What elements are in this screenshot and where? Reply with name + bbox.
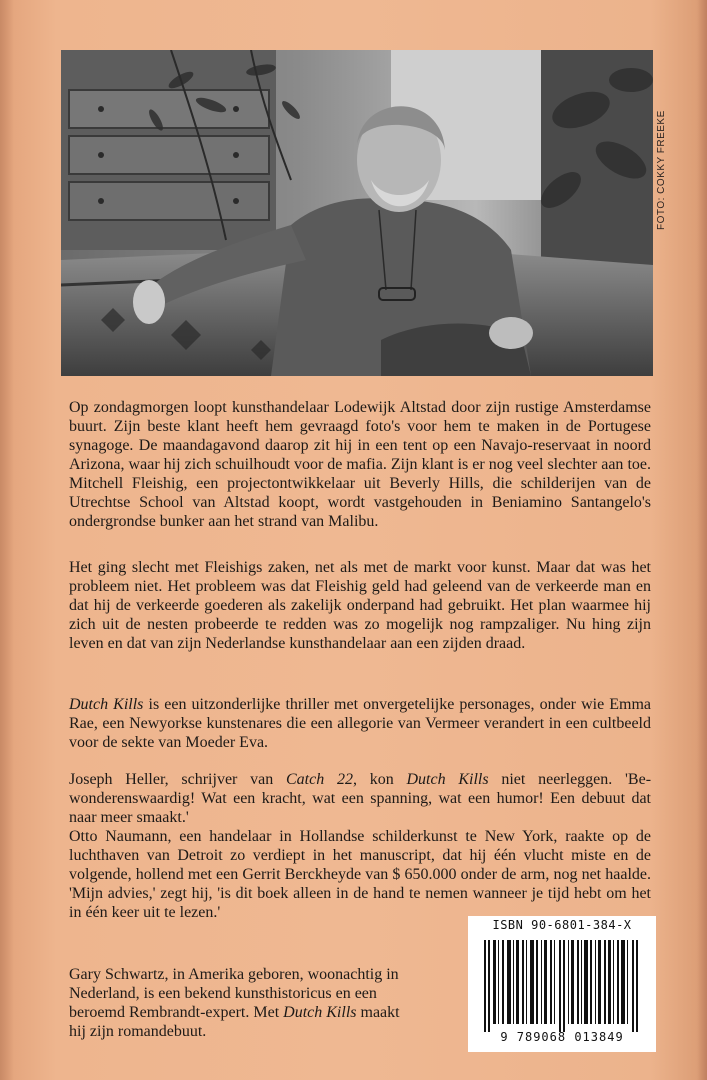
author-bio	[69, 965, 409, 1041]
barcode-bars	[480, 940, 644, 1032]
isbn-label: ISBN 90-6801-384-X	[492, 918, 632, 932]
catch22-title: Catch 22	[286, 771, 353, 788]
author-photo	[61, 50, 653, 376]
author-bio-text-b: maakt hij zijn romandebuut.	[69, 1004, 400, 1040]
heller-text-b: , kon	[352, 771, 407, 788]
heller-text-c: niet neerleggen. 'Bewonderenswaardig! Wat een kracht, wat een spanning, wat een humor! Een debuut dat naar meer smaakt.'	[69, 771, 652, 826]
ean-digits: 9 789068 013849	[500, 1030, 624, 1044]
blurb-paragraph-3-text: is een uitzonderlijke thriller met onvergetelijke personages, onder wie Emma Rae, een Newyorkse kunstenares die een allegorie van Vermeer verandert in een cultbeeld voor de sekte van Moeder Eva.	[69, 696, 652, 751]
photo-credit: FOTO: COKKY FREEKE	[656, 110, 667, 230]
author-bio-text-a: Gary Schwartz, in Amerika geboren, woonachtig in Nederland, is een bekend kunsthistoricus en een beroemd Rembrandt-expert. Met	[69, 966, 399, 1021]
blurb-paragraph-2: Het ging slecht met Fleishigs zaken, net als met de markt voor kunst. Maar dat was het probleem niet. Het probleem was dat Fleishig geld had geleend van de verkeerde man en dat hij de verkeerde goederen als zakelijk onderpand had gebruikt. Het plan waarmee hij zich uit de nesten probeerde te redden was zo mogelijk nog rampzaliger. Nu hing zijn leven en dat van zijn Nederlandse kunsthandelaar aan een zijden draad.	[69, 559, 651, 652]
book-title: Dutch Kills	[69, 696, 144, 713]
blurb-paragraph-3	[69, 695, 651, 752]
heller-text-a: Joseph Heller, schrijver van	[69, 771, 286, 788]
isbn-barcode	[468, 916, 656, 1052]
cover-right-edge-shadow	[697, 0, 707, 1080]
blurb-paragraph-1: Op zondagmorgen loopt kunsthandelaar Lodewijk Altstad door zijn rustige Amsterdamse buurt. Zijn beste klant heeft hem gevraagd foto's voor hem te maken in de Portugese synagoge. De maandagavond daarop zit hij in een tent op een Navajo-reservaat in noord Arizona, waar hij zich schuilhoudt voor de mafia. Zijn klant is er nog veel slechter aan toe. Mitchell Fleishig, een projectontwikkelaar uit Beverly Hills, die schilderijen van de Utrechtse School van Altstad koopt, wordt vastgehouden in Beniamino Santangelo's ondergrondse bunker aan het strand van Malibu.	[69, 399, 651, 530]
book-title: Dutch Kills	[283, 1004, 357, 1021]
blurb-quote-naumann: Otto Naumann, een handelaar in Hollandse schilderkunst te New York, raakte op de luchthaven van Detroit zo verdiept in het manuscript, dat hij één vlucht miste en de volgende, hollend met een Gerrit Berckheyde van $ 650.000 onder de arm, nog net haalde. 'Mijn advies,' zegt hij, 'is dit boek alleen in de hand te nemen wanneer je tijd hebt om het in één keer uit te lezen.'	[69, 828, 651, 921]
cover-left-edge-shadow	[0, 0, 14, 1080]
blurb-quote-heller	[69, 770, 651, 827]
book-title: Dutch Kills	[406, 771, 489, 788]
